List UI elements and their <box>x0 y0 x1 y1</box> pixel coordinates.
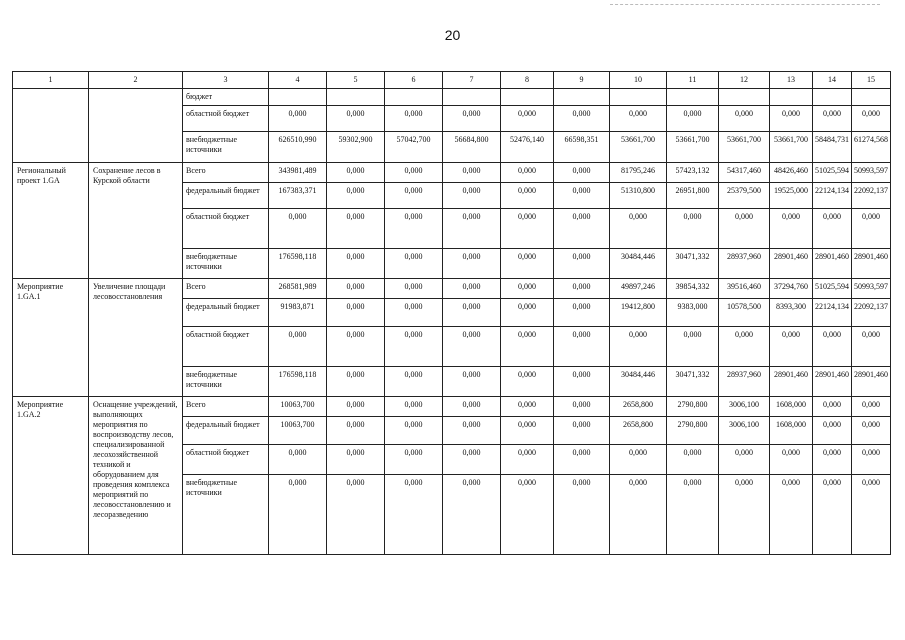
value-cell <box>385 89 443 106</box>
value-cell: 0,000 <box>719 209 770 249</box>
value-cell: 167383,371 <box>269 183 327 209</box>
value-cell <box>554 89 610 106</box>
column-header-9: 9 <box>554 72 610 89</box>
value-cell: 0,000 <box>385 475 443 555</box>
value-cell: 0,000 <box>501 106 554 132</box>
value-cell: 61274,568 <box>852 132 891 163</box>
value-cell: 26951,800 <box>667 183 719 209</box>
value-cell: 10063,700 <box>269 397 327 417</box>
budget-table <box>12 71 891 555</box>
value-cell <box>667 89 719 106</box>
value-cell: 28901,460 <box>770 249 813 279</box>
value-cell: 0,000 <box>269 106 327 132</box>
value-cell: 0,000 <box>554 183 610 209</box>
value-cell: 49897,246 <box>610 279 667 299</box>
value-cell: 0,000 <box>327 163 385 183</box>
value-cell: 0,000 <box>610 475 667 555</box>
value-cell: 0,000 <box>554 327 610 367</box>
row-group-name: Сохранение лесов в Курской области <box>89 163 183 279</box>
value-cell: 19412,800 <box>610 299 667 327</box>
value-cell: 0,000 <box>385 417 443 445</box>
value-cell: 28901,460 <box>852 367 891 397</box>
value-cell: 0,000 <box>269 209 327 249</box>
value-cell: 0,000 <box>385 279 443 299</box>
value-cell: 0,000 <box>813 475 852 555</box>
value-cell: 0,000 <box>813 209 852 249</box>
value-cell: 0,000 <box>852 475 891 555</box>
value-cell: 0,000 <box>385 397 443 417</box>
table-row <box>13 279 891 299</box>
value-cell: 0,000 <box>667 475 719 555</box>
value-cell: 58484,731 <box>813 132 852 163</box>
value-cell: 0,000 <box>269 475 327 555</box>
value-cell: 0,000 <box>501 249 554 279</box>
value-cell: 10578,500 <box>719 299 770 327</box>
value-cell: 51310,800 <box>610 183 667 209</box>
value-cell: 2658,800 <box>610 397 667 417</box>
value-cell: 0,000 <box>327 279 385 299</box>
value-cell: 0,000 <box>852 445 891 475</box>
value-cell: 81795,246 <box>610 163 667 183</box>
value-cell: 0,000 <box>385 327 443 367</box>
value-cell: 0,000 <box>327 327 385 367</box>
value-cell: 8393,300 <box>770 299 813 327</box>
value-cell: 0,000 <box>385 209 443 249</box>
value-cell: 0,000 <box>852 106 891 132</box>
value-cell: 176598,118 <box>269 367 327 397</box>
top-edge-line <box>610 4 880 5</box>
value-cell: 22124,134 <box>813 299 852 327</box>
value-cell: 57423,132 <box>667 163 719 183</box>
funding-source-label: федеральный бюджет <box>183 417 269 445</box>
value-cell: 56684,800 <box>443 132 501 163</box>
funding-source-label: внебюджетные источники <box>183 249 269 279</box>
value-cell: 59302,900 <box>327 132 385 163</box>
value-cell: 0,000 <box>385 445 443 475</box>
value-cell: 0,000 <box>443 279 501 299</box>
value-cell: 22124,134 <box>813 183 852 209</box>
value-cell: 0,000 <box>327 183 385 209</box>
value-cell: 39854,332 <box>667 279 719 299</box>
value-cell: 57042,700 <box>385 132 443 163</box>
value-cell: 0,000 <box>443 367 501 397</box>
column-header-10: 10 <box>610 72 667 89</box>
value-cell: 0,000 <box>327 367 385 397</box>
value-cell: 0,000 <box>554 249 610 279</box>
column-header-6: 6 <box>385 72 443 89</box>
header-row <box>13 72 891 89</box>
row-group-id <box>13 89 89 163</box>
value-cell: 0,000 <box>770 327 813 367</box>
value-cell: 53661,700 <box>719 132 770 163</box>
value-cell: 0,000 <box>667 445 719 475</box>
value-cell: 10063,700 <box>269 417 327 445</box>
value-cell: 51025,594 <box>813 163 852 183</box>
value-cell: 2790,800 <box>667 397 719 417</box>
value-cell: 0,000 <box>554 367 610 397</box>
funding-source-label: областной бюджет <box>183 209 269 249</box>
column-header-8: 8 <box>501 72 554 89</box>
funding-source-label: Всего <box>183 397 269 417</box>
column-header-3: 3 <box>183 72 269 89</box>
value-cell: 0,000 <box>501 475 554 555</box>
value-cell: 0,000 <box>813 445 852 475</box>
value-cell: 0,000 <box>269 445 327 475</box>
value-cell: 0,000 <box>770 475 813 555</box>
value-cell: 30471,332 <box>667 367 719 397</box>
value-cell: 28901,460 <box>813 249 852 279</box>
value-cell: 0,000 <box>443 106 501 132</box>
value-cell: 0,000 <box>385 163 443 183</box>
value-cell: 343981,489 <box>269 163 327 183</box>
value-cell: 0,000 <box>719 475 770 555</box>
value-cell: 0,000 <box>770 445 813 475</box>
value-cell <box>269 89 327 106</box>
value-cell: 0,000 <box>554 299 610 327</box>
value-cell: 0,000 <box>327 445 385 475</box>
value-cell: 0,000 <box>385 299 443 327</box>
value-cell: 0,000 <box>327 397 385 417</box>
row-group-id: Мероприятие 1.GA.2 <box>13 397 89 555</box>
value-cell <box>610 89 667 106</box>
funding-source-label: внебюджетные источники <box>183 367 269 397</box>
value-cell <box>813 89 852 106</box>
value-cell: 0,000 <box>610 106 667 132</box>
value-cell: 0,000 <box>610 445 667 475</box>
value-cell: 626510,990 <box>269 132 327 163</box>
column-header-4: 4 <box>269 72 327 89</box>
value-cell <box>443 89 501 106</box>
column-header-1: 1 <box>13 72 89 89</box>
value-cell: 9383,000 <box>667 299 719 327</box>
value-cell: 25379,500 <box>719 183 770 209</box>
table-row <box>13 89 891 106</box>
column-header-15: 15 <box>852 72 891 89</box>
value-cell: 0,000 <box>667 209 719 249</box>
value-cell: 0,000 <box>501 163 554 183</box>
value-cell: 0,000 <box>501 299 554 327</box>
value-cell: 0,000 <box>443 299 501 327</box>
value-cell: 0,000 <box>852 397 891 417</box>
column-header-12: 12 <box>719 72 770 89</box>
value-cell: 0,000 <box>813 327 852 367</box>
value-cell: 0,000 <box>719 106 770 132</box>
value-cell: 22092,137 <box>852 183 891 209</box>
column-header-7: 7 <box>443 72 501 89</box>
value-cell: 0,000 <box>719 445 770 475</box>
value-cell: 0,000 <box>385 249 443 279</box>
value-cell: 39516,460 <box>719 279 770 299</box>
funding-source-label: федеральный бюджет <box>183 183 269 209</box>
value-cell: 268581,989 <box>269 279 327 299</box>
funding-source-label: бюджет <box>183 89 269 106</box>
page-number: 20 <box>444 27 461 43</box>
value-cell: 0,000 <box>443 327 501 367</box>
value-cell: 0,000 <box>554 106 610 132</box>
value-cell: 0,000 <box>327 475 385 555</box>
funding-source-label: Всего <box>183 163 269 183</box>
value-cell: 0,000 <box>443 249 501 279</box>
value-cell: 0,000 <box>554 209 610 249</box>
value-cell: 0,000 <box>327 209 385 249</box>
value-cell: 28901,460 <box>813 367 852 397</box>
value-cell: 28937,960 <box>719 249 770 279</box>
value-cell: 0,000 <box>385 183 443 209</box>
value-cell <box>770 89 813 106</box>
value-cell <box>327 89 385 106</box>
value-cell: 0,000 <box>443 163 501 183</box>
value-cell: 22092,137 <box>852 299 891 327</box>
funding-source-label: федеральный бюджет <box>183 299 269 327</box>
value-cell: 2790,800 <box>667 417 719 445</box>
value-cell: 52476,140 <box>501 132 554 163</box>
value-cell: 0,000 <box>554 417 610 445</box>
value-cell: 0,000 <box>770 209 813 249</box>
value-cell: 53661,700 <box>667 132 719 163</box>
value-cell: 0,000 <box>554 475 610 555</box>
funding-source-label: внебюджетные источники <box>183 475 269 555</box>
value-cell: 0,000 <box>501 367 554 397</box>
value-cell: 0,000 <box>443 475 501 555</box>
column-header-14: 14 <box>813 72 852 89</box>
value-cell: 54317,460 <box>719 163 770 183</box>
value-cell: 0,000 <box>443 183 501 209</box>
value-cell: 0,000 <box>385 367 443 397</box>
column-header-13: 13 <box>770 72 813 89</box>
value-cell: 53661,700 <box>770 132 813 163</box>
value-cell: 0,000 <box>554 279 610 299</box>
value-cell: 28901,460 <box>852 249 891 279</box>
value-cell: 0,000 <box>327 299 385 327</box>
value-cell: 0,000 <box>501 445 554 475</box>
value-cell: 0,000 <box>719 327 770 367</box>
value-cell: 0,000 <box>610 327 667 367</box>
value-cell: 0,000 <box>554 397 610 417</box>
funding-source-label: внебюджетные источники <box>183 132 269 163</box>
value-cell: 0,000 <box>813 106 852 132</box>
value-cell: 28901,460 <box>770 367 813 397</box>
value-cell: 0,000 <box>852 417 891 445</box>
value-cell: 0,000 <box>667 106 719 132</box>
value-cell: 176598,118 <box>269 249 327 279</box>
value-cell: 0,000 <box>327 417 385 445</box>
row-group-id: Мероприятие 1.GA.1 <box>13 279 89 397</box>
value-cell: 0,000 <box>554 445 610 475</box>
row-group-name: Оснащение учреждений, выполняющих мероприятия по воспроизводству лесов, специализированной лесохозяйственной техникой и оборудованием для проведения комплекса мероприятий по лесовосстановлению и лесоразведению <box>89 397 183 555</box>
value-cell: 0,000 <box>610 209 667 249</box>
column-header-11: 11 <box>667 72 719 89</box>
value-cell: 0,000 <box>852 209 891 249</box>
value-cell <box>719 89 770 106</box>
value-cell <box>501 89 554 106</box>
column-header-5: 5 <box>327 72 385 89</box>
row-group-name: Увеличение площади лесовосстановления <box>89 279 183 397</box>
value-cell: 0,000 <box>501 417 554 445</box>
funding-source-label: Всего <box>183 279 269 299</box>
value-cell: 30484,446 <box>610 249 667 279</box>
value-cell: 48426,460 <box>770 163 813 183</box>
value-cell: 0,000 <box>667 327 719 367</box>
value-cell: 51025,594 <box>813 279 852 299</box>
table-row <box>13 163 891 183</box>
value-cell: 0,000 <box>443 397 501 417</box>
value-cell: 0,000 <box>501 327 554 367</box>
value-cell: 3006,100 <box>719 417 770 445</box>
value-cell: 0,000 <box>554 163 610 183</box>
funding-source-label: областной бюджет <box>183 106 269 132</box>
value-cell: 0,000 <box>501 183 554 209</box>
funding-source-label: областной бюджет <box>183 445 269 475</box>
value-cell: 30484,446 <box>610 367 667 397</box>
value-cell: 1608,000 <box>770 397 813 417</box>
value-cell: 0,000 <box>385 106 443 132</box>
value-cell: 2658,800 <box>610 417 667 445</box>
column-header-2: 2 <box>89 72 183 89</box>
funding-source-label: областной бюджет <box>183 327 269 367</box>
value-cell: 0,000 <box>327 106 385 132</box>
value-cell: 66598,351 <box>554 132 610 163</box>
value-cell: 0,000 <box>327 249 385 279</box>
value-cell: 30471,332 <box>667 249 719 279</box>
value-cell: 50993,597 <box>852 163 891 183</box>
value-cell: 0,000 <box>501 279 554 299</box>
value-cell: 37294,760 <box>770 279 813 299</box>
value-cell: 28937,960 <box>719 367 770 397</box>
value-cell: 0,000 <box>770 106 813 132</box>
value-cell: 53661,700 <box>610 132 667 163</box>
row-group-name <box>89 89 183 163</box>
value-cell: 3006,100 <box>719 397 770 417</box>
value-cell: 0,000 <box>443 417 501 445</box>
value-cell: 19525,000 <box>770 183 813 209</box>
value-cell: 0,000 <box>501 397 554 417</box>
value-cell: 0,000 <box>501 209 554 249</box>
value-cell: 50993,597 <box>852 279 891 299</box>
value-cell: 91983,871 <box>269 299 327 327</box>
value-cell: 1608,000 <box>770 417 813 445</box>
value-cell: 0,000 <box>852 327 891 367</box>
row-group-id: Региональный проект 1.GA <box>13 163 89 279</box>
value-cell: 0,000 <box>813 417 852 445</box>
value-cell: 0,000 <box>443 209 501 249</box>
value-cell <box>852 89 891 106</box>
value-cell: 0,000 <box>443 445 501 475</box>
value-cell: 0,000 <box>813 397 852 417</box>
table-row <box>13 397 891 417</box>
value-cell: 0,000 <box>269 327 327 367</box>
